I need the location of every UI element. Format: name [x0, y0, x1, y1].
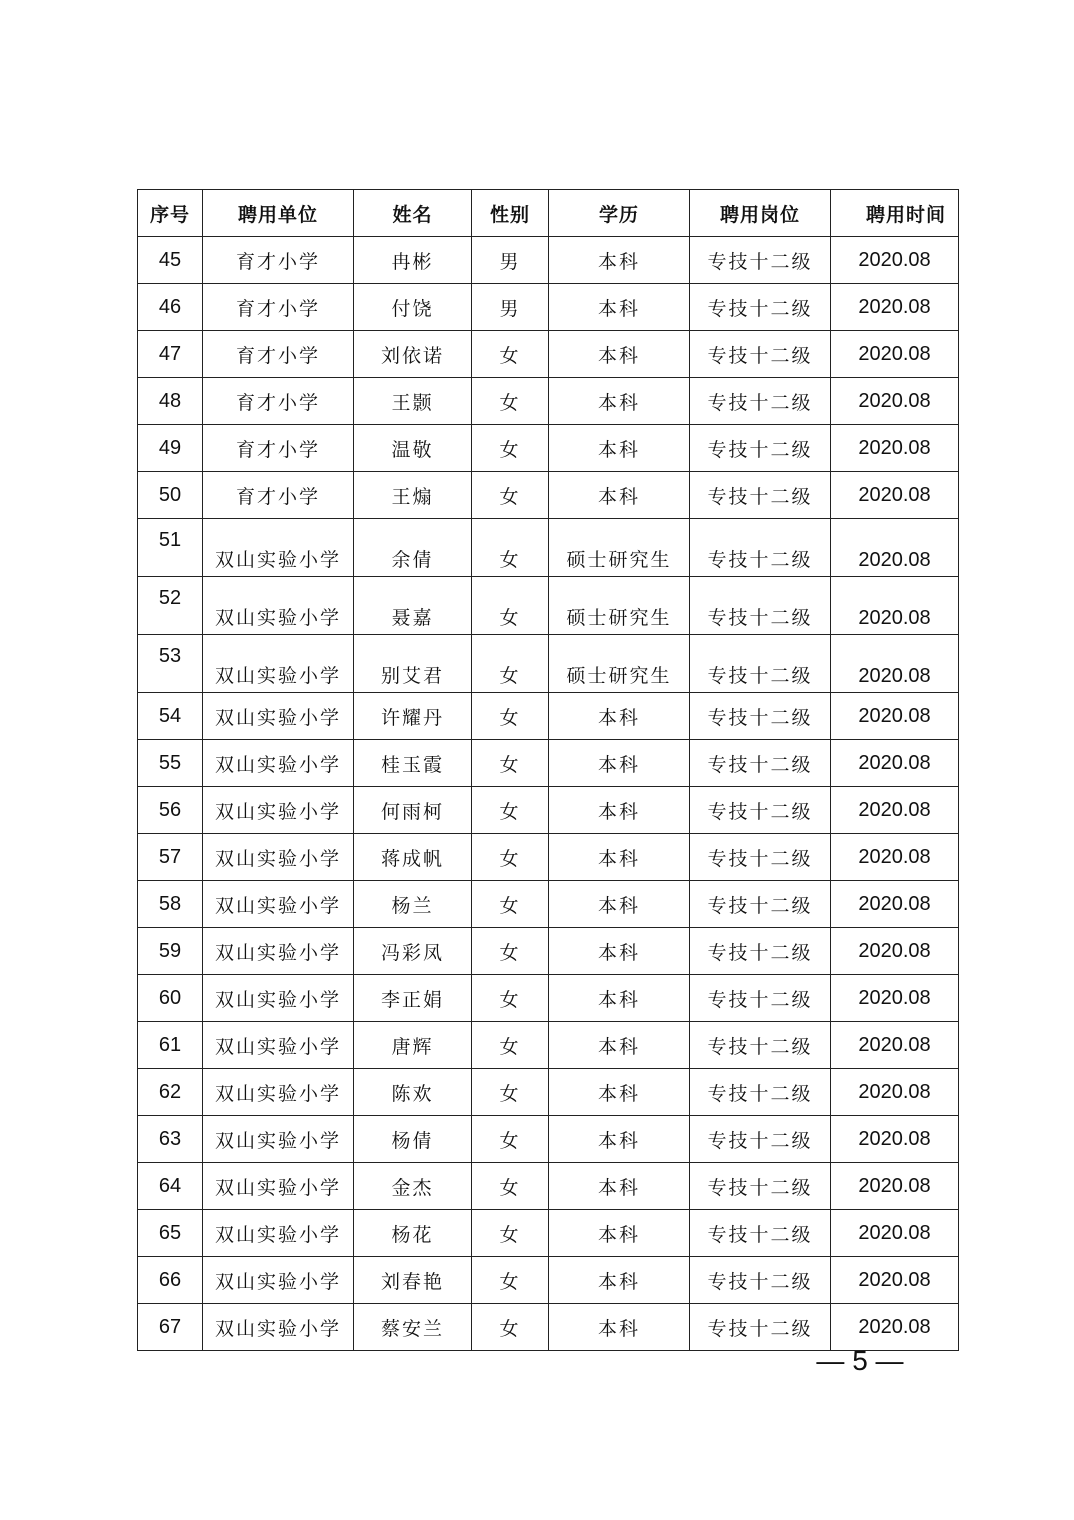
cell-serial-number: 45 [138, 237, 203, 284]
cell-education: 本科 [549, 284, 690, 331]
table-row [138, 1210, 959, 1257]
cell-hiring-unit: 双山实验小学 [203, 577, 354, 635]
cell-name: 刘春艳 [354, 1257, 472, 1304]
table-row [138, 378, 959, 425]
cell-hiring-unit: 双山实验小学 [203, 787, 354, 834]
cell-gender: 女 [472, 1022, 549, 1069]
cell-serial-number: 54 [138, 693, 203, 740]
cell-gender: 女 [472, 928, 549, 975]
cell-hire-date: 2020.08 [831, 928, 959, 975]
cell-serial-number: 57 [138, 834, 203, 881]
cell-education: 硕士研究生 [549, 635, 690, 693]
cell-gender: 女 [472, 975, 549, 1022]
table-row [138, 1069, 959, 1116]
cell-hire-date: 2020.08 [831, 1257, 959, 1304]
cell-serial-number: 55 [138, 740, 203, 787]
table-body [138, 237, 959, 1351]
header-hiring-unit: 聘用单位 [203, 190, 354, 237]
cell-name: 许耀丹 [354, 693, 472, 740]
cell-position: 专技十二级 [690, 425, 831, 472]
cell-name: 李正娟 [354, 975, 472, 1022]
table-row [138, 834, 959, 881]
cell-position: 专技十二级 [690, 472, 831, 519]
table-header [138, 190, 959, 237]
cell-hire-date: 2020.08 [831, 577, 959, 635]
table-row [138, 1116, 959, 1163]
cell-education: 本科 [549, 1163, 690, 1210]
cell-gender: 女 [472, 1069, 549, 1116]
cell-gender: 女 [472, 635, 549, 693]
cell-gender: 女 [472, 378, 549, 425]
cell-hire-date: 2020.08 [831, 693, 959, 740]
cell-name: 陈欢 [354, 1069, 472, 1116]
cell-hiring-unit: 双山实验小学 [203, 635, 354, 693]
cell-hiring-unit: 双山实验小学 [203, 975, 354, 1022]
cell-position: 专技十二级 [690, 693, 831, 740]
cell-hiring-unit: 双山实验小学 [203, 1210, 354, 1257]
cell-hire-date: 2020.08 [831, 378, 959, 425]
table-row [138, 1022, 959, 1069]
cell-education: 硕士研究生 [549, 577, 690, 635]
cell-education: 硕士研究生 [549, 519, 690, 577]
table-row [138, 740, 959, 787]
cell-education: 本科 [549, 928, 690, 975]
cell-education: 本科 [549, 1069, 690, 1116]
cell-hiring-unit: 双山实验小学 [203, 928, 354, 975]
cell-serial-number: 56 [138, 787, 203, 834]
table-row [138, 331, 959, 378]
cell-serial-number: 59 [138, 928, 203, 975]
cell-hiring-unit: 育才小学 [203, 284, 354, 331]
cell-hire-date: 2020.08 [831, 284, 959, 331]
cell-serial-number: 47 [138, 331, 203, 378]
cell-gender: 女 [472, 1304, 549, 1351]
cell-education: 本科 [549, 1304, 690, 1351]
cell-name: 聂嘉 [354, 577, 472, 635]
cell-gender: 女 [472, 1210, 549, 1257]
cell-position: 专技十二级 [690, 1257, 831, 1304]
cell-hire-date: 2020.08 [831, 1210, 959, 1257]
cell-serial-number: 53 [138, 635, 203, 693]
header-education: 学历 [549, 190, 690, 237]
table-row [138, 693, 959, 740]
cell-serial-number: 62 [138, 1069, 203, 1116]
cell-position: 专技十二级 [690, 284, 831, 331]
table-row [138, 284, 959, 331]
table-row [138, 928, 959, 975]
cell-gender: 男 [472, 237, 549, 284]
cell-education: 本科 [549, 331, 690, 378]
table-row [138, 577, 959, 635]
cell-position: 专技十二级 [690, 1022, 831, 1069]
header-hire-date: 聘用时间 [831, 190, 959, 237]
table-row [138, 519, 959, 577]
cell-name: 杨花 [354, 1210, 472, 1257]
cell-gender: 女 [472, 787, 549, 834]
hiring-roster-table [137, 189, 959, 1351]
cell-hire-date: 2020.08 [831, 1069, 959, 1116]
header-serial-number: 序号 [138, 190, 203, 237]
table-row [138, 1257, 959, 1304]
cell-serial-number: 48 [138, 378, 203, 425]
cell-position: 专技十二级 [690, 834, 831, 881]
cell-hiring-unit: 双山实验小学 [203, 834, 354, 881]
cell-hire-date: 2020.08 [831, 787, 959, 834]
cell-serial-number: 60 [138, 975, 203, 1022]
cell-serial-number: 67 [138, 1304, 203, 1351]
table-row [138, 1304, 959, 1351]
cell-gender: 女 [472, 472, 549, 519]
cell-name: 唐辉 [354, 1022, 472, 1069]
cell-serial-number: 50 [138, 472, 203, 519]
cell-position: 专技十二级 [690, 577, 831, 635]
cell-name: 冉彬 [354, 237, 472, 284]
cell-education: 本科 [549, 1210, 690, 1257]
cell-gender: 女 [472, 834, 549, 881]
cell-position: 专技十二级 [690, 1210, 831, 1257]
cell-hiring-unit: 育才小学 [203, 425, 354, 472]
cell-hiring-unit: 双山实验小学 [203, 1022, 354, 1069]
table-row [138, 425, 959, 472]
cell-gender: 女 [472, 1257, 549, 1304]
cell-education: 本科 [549, 237, 690, 284]
cell-position: 专技十二级 [690, 928, 831, 975]
cell-name: 王颢 [354, 378, 472, 425]
cell-name: 杨倩 [354, 1116, 472, 1163]
cell-hiring-unit: 双山实验小学 [203, 1163, 354, 1210]
page-number: — 5 — [816, 1345, 904, 1376]
cell-serial-number: 58 [138, 881, 203, 928]
cell-name: 何雨柯 [354, 787, 472, 834]
cell-hire-date: 2020.08 [831, 1163, 959, 1210]
cell-name: 冯彩凤 [354, 928, 472, 975]
cell-position: 专技十二级 [690, 331, 831, 378]
table-row [138, 472, 959, 519]
cell-hiring-unit: 双山实验小学 [203, 1069, 354, 1116]
cell-position: 专技十二级 [690, 740, 831, 787]
cell-hiring-unit: 双山实验小学 [203, 1116, 354, 1163]
cell-serial-number: 63 [138, 1116, 203, 1163]
cell-hire-date: 2020.08 [831, 881, 959, 928]
cell-gender: 女 [472, 693, 549, 740]
cell-gender: 女 [472, 1116, 549, 1163]
cell-serial-number: 64 [138, 1163, 203, 1210]
cell-education: 本科 [549, 1257, 690, 1304]
cell-position: 专技十二级 [690, 519, 831, 577]
cell-serial-number: 65 [138, 1210, 203, 1257]
cell-gender: 女 [472, 519, 549, 577]
cell-name: 蔡安兰 [354, 1304, 472, 1351]
cell-gender: 男 [472, 284, 549, 331]
cell-gender: 女 [472, 1163, 549, 1210]
cell-position: 专技十二级 [690, 1304, 831, 1351]
cell-serial-number: 46 [138, 284, 203, 331]
cell-gender: 女 [472, 425, 549, 472]
cell-position: 专技十二级 [690, 881, 831, 928]
cell-education: 本科 [549, 975, 690, 1022]
table-row [138, 787, 959, 834]
cell-hiring-unit: 双山实验小学 [203, 1257, 354, 1304]
cell-gender: 女 [472, 740, 549, 787]
cell-hiring-unit: 双山实验小学 [203, 519, 354, 577]
cell-hire-date: 2020.08 [831, 740, 959, 787]
cell-hire-date: 2020.08 [831, 1116, 959, 1163]
header-name: 姓名 [354, 190, 472, 237]
cell-name: 温敬 [354, 425, 472, 472]
cell-position: 专技十二级 [690, 237, 831, 284]
cell-hire-date: 2020.08 [831, 425, 959, 472]
cell-education: 本科 [549, 1022, 690, 1069]
cell-serial-number: 66 [138, 1257, 203, 1304]
table-row [138, 635, 959, 693]
cell-hire-date: 2020.08 [831, 1022, 959, 1069]
cell-hiring-unit: 育才小学 [203, 472, 354, 519]
cell-position: 专技十二级 [690, 975, 831, 1022]
cell-hire-date: 2020.08 [831, 519, 959, 577]
cell-position: 专技十二级 [690, 1116, 831, 1163]
cell-serial-number: 52 [138, 577, 203, 635]
cell-education: 本科 [549, 472, 690, 519]
cell-education: 本科 [549, 378, 690, 425]
cell-serial-number: 51 [138, 519, 203, 577]
cell-name: 蒋成帆 [354, 834, 472, 881]
cell-name: 付饶 [354, 284, 472, 331]
cell-position: 专技十二级 [690, 635, 831, 693]
cell-hiring-unit: 育才小学 [203, 331, 354, 378]
cell-name: 桂玉霞 [354, 740, 472, 787]
header-gender: 性别 [472, 190, 549, 237]
cell-hire-date: 2020.08 [831, 635, 959, 693]
cell-hiring-unit: 双山实验小学 [203, 1304, 354, 1351]
cell-gender: 女 [472, 331, 549, 378]
cell-hire-date: 2020.08 [831, 237, 959, 284]
table-row [138, 237, 959, 284]
cell-name: 杨兰 [354, 881, 472, 928]
cell-hiring-unit: 双山实验小学 [203, 740, 354, 787]
cell-hire-date: 2020.08 [831, 331, 959, 378]
cell-education: 本科 [549, 740, 690, 787]
cell-hiring-unit: 双山实验小学 [203, 693, 354, 740]
cell-gender: 女 [472, 577, 549, 635]
cell-hire-date: 2020.08 [831, 975, 959, 1022]
cell-education: 本科 [549, 1116, 690, 1163]
cell-position: 专技十二级 [690, 378, 831, 425]
cell-education: 本科 [549, 881, 690, 928]
cell-serial-number: 61 [138, 1022, 203, 1069]
cell-education: 本科 [549, 787, 690, 834]
cell-gender: 女 [472, 881, 549, 928]
table-row [138, 1163, 959, 1210]
header-position: 聘用岗位 [690, 190, 831, 237]
cell-hire-date: 2020.08 [831, 472, 959, 519]
cell-education: 本科 [549, 693, 690, 740]
cell-name: 余倩 [354, 519, 472, 577]
cell-hiring-unit: 育才小学 [203, 378, 354, 425]
cell-name: 金杰 [354, 1163, 472, 1210]
cell-position: 专技十二级 [690, 1069, 831, 1116]
cell-education: 本科 [549, 425, 690, 472]
cell-position: 专技十二级 [690, 787, 831, 834]
cell-position: 专技十二级 [690, 1163, 831, 1210]
cell-education: 本科 [549, 834, 690, 881]
header-row [138, 190, 959, 237]
cell-hire-date: 2020.08 [831, 834, 959, 881]
cell-name: 王煽 [354, 472, 472, 519]
cell-serial-number: 49 [138, 425, 203, 472]
table-row [138, 975, 959, 1022]
cell-hiring-unit: 育才小学 [203, 237, 354, 284]
cell-hiring-unit: 双山实验小学 [203, 881, 354, 928]
cell-name: 别艾君 [354, 635, 472, 693]
table-row [138, 881, 959, 928]
cell-name: 刘依诺 [354, 331, 472, 378]
cell-hire-date: 2020.08 [831, 1304, 959, 1351]
